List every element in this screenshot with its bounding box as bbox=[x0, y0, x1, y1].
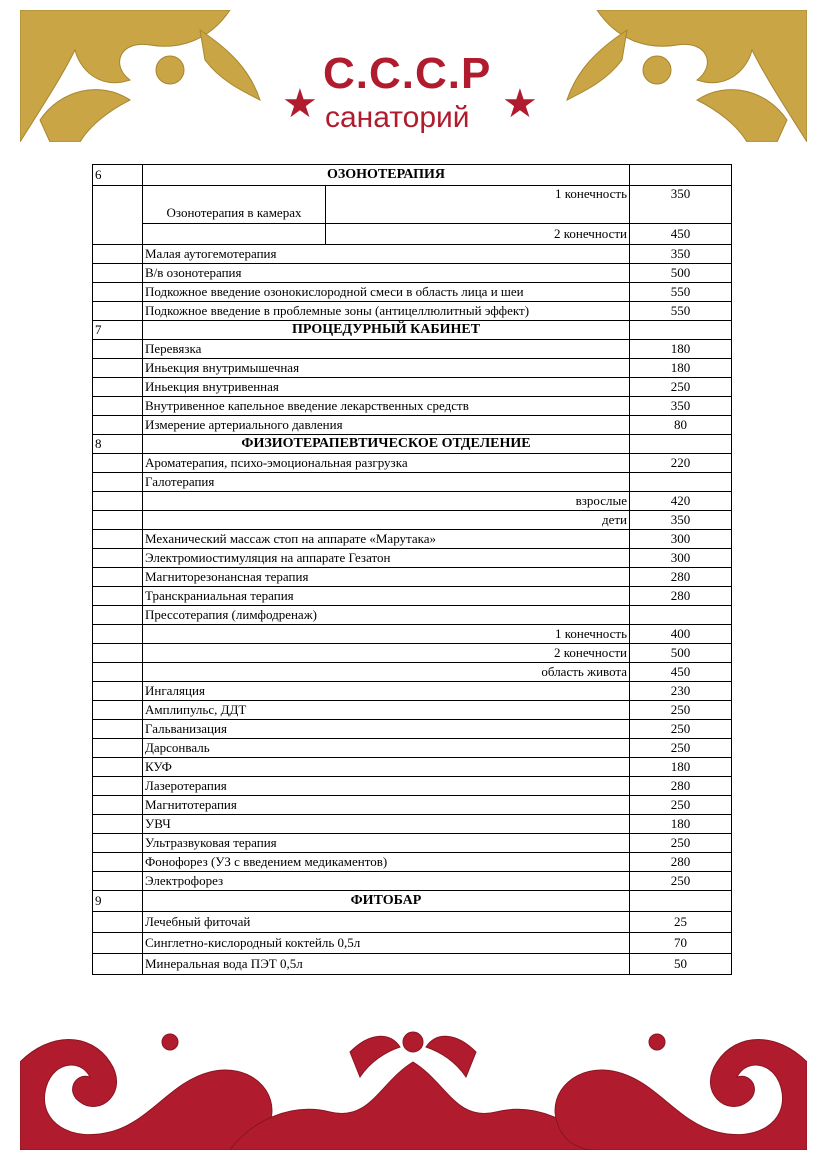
price: 450 bbox=[630, 224, 732, 245]
section-title: ОЗОНОТЕРАПИЯ bbox=[143, 165, 630, 186]
table-row bbox=[93, 682, 732, 701]
price: 230 bbox=[630, 682, 732, 701]
service-name: Измерение артериального давления bbox=[143, 416, 630, 435]
table-row bbox=[93, 245, 732, 264]
price: 70 bbox=[630, 933, 732, 954]
price: 250 bbox=[630, 701, 732, 720]
table-row bbox=[93, 511, 732, 530]
price: 25 bbox=[630, 912, 732, 933]
table-row bbox=[93, 834, 732, 853]
price: 250 bbox=[630, 834, 732, 853]
table-row bbox=[93, 720, 732, 739]
service-name: Лечебный фиточай bbox=[143, 912, 630, 933]
table-row bbox=[93, 872, 732, 891]
service-name: Электрофорез bbox=[143, 872, 630, 891]
table-row bbox=[93, 283, 732, 302]
service-name: Внутривенное капельное введение лекарственных средств bbox=[143, 397, 630, 416]
service-name: Подкожное введение озонокислородной смеси в область лица и шеи bbox=[143, 283, 630, 302]
price: 180 bbox=[630, 340, 732, 359]
service-name: Гальванизация bbox=[143, 720, 630, 739]
section-row bbox=[93, 891, 732, 912]
service-name: Ультразвуковая терапия bbox=[143, 834, 630, 853]
price: 420 bbox=[630, 492, 732, 511]
service-name: Магнитотерапия bbox=[143, 796, 630, 815]
section-row bbox=[93, 165, 732, 186]
table-row bbox=[93, 701, 732, 720]
service-name: Электромиостимуляция на аппарате Гезатон bbox=[143, 549, 630, 568]
variant-label: взрослые bbox=[143, 492, 630, 511]
price: 400 bbox=[630, 625, 732, 644]
table-row bbox=[93, 264, 732, 283]
section-row bbox=[93, 321, 732, 340]
service-name: Иньекция внутримышечная bbox=[143, 359, 630, 378]
service-name: Фонофорез (УЗ с введением медикаментов) bbox=[143, 853, 630, 872]
table-row bbox=[93, 625, 732, 644]
table-row bbox=[93, 758, 732, 777]
sanatorium-logo bbox=[0, 0, 827, 150]
table-row bbox=[93, 549, 732, 568]
price: 300 bbox=[630, 530, 732, 549]
service-name: Синглетно-кислородный коктейль 0,5л bbox=[143, 933, 630, 954]
variant-label: дети bbox=[143, 511, 630, 530]
price: 250 bbox=[630, 872, 732, 891]
service-name: Механический массаж стоп на аппарате «Марутака» bbox=[143, 530, 630, 549]
table-row bbox=[93, 853, 732, 872]
table-row bbox=[93, 663, 732, 682]
table-row bbox=[93, 492, 732, 511]
price: 180 bbox=[630, 815, 732, 834]
price: 250 bbox=[630, 796, 732, 815]
price: 350 bbox=[630, 511, 732, 530]
red-star-icon: ★ bbox=[282, 81, 318, 126]
red-star-icon: ★ bbox=[502, 81, 538, 126]
price: 300 bbox=[630, 549, 732, 568]
price: 500 bbox=[630, 644, 732, 663]
table-row bbox=[93, 397, 732, 416]
section-number: 9 bbox=[93, 891, 143, 912]
table-row bbox=[93, 568, 732, 587]
service-name: Перевязка bbox=[143, 340, 630, 359]
variant-label: 1 конечность bbox=[143, 625, 630, 644]
price: 500 bbox=[630, 264, 732, 283]
price: 180 bbox=[630, 758, 732, 777]
footer-red-ornament bbox=[20, 1022, 807, 1150]
price: 550 bbox=[630, 283, 732, 302]
variant-label: область живота bbox=[143, 663, 630, 682]
section-number: 7 bbox=[93, 321, 143, 340]
table-row bbox=[93, 796, 732, 815]
table-row bbox=[93, 359, 732, 378]
table-row bbox=[93, 644, 732, 663]
price: 280 bbox=[630, 587, 732, 606]
table-row bbox=[93, 454, 732, 473]
price: 250 bbox=[630, 378, 732, 397]
table-row bbox=[93, 416, 732, 435]
price: 250 bbox=[630, 720, 732, 739]
price: 280 bbox=[630, 777, 732, 796]
service-name: Лазеротерапия bbox=[143, 777, 630, 796]
price: 50 bbox=[630, 954, 732, 975]
table-row bbox=[93, 912, 732, 933]
service-name: УВЧ bbox=[143, 815, 630, 834]
service-name: Магниторезонансная терапия bbox=[143, 568, 630, 587]
price: 350 bbox=[630, 245, 732, 264]
variant-label: 2 конечности bbox=[326, 224, 630, 245]
service-name: Галотерапия bbox=[143, 473, 630, 492]
table-row bbox=[93, 224, 732, 245]
table-row bbox=[93, 606, 732, 625]
table-row bbox=[93, 186, 732, 224]
service-name: Ароматерапия, психо-эмоциональная разгрузка bbox=[143, 454, 630, 473]
price-table bbox=[92, 164, 732, 975]
table-row bbox=[93, 302, 732, 321]
service-name: Ингаляция bbox=[143, 682, 630, 701]
table-row bbox=[93, 815, 732, 834]
table-row bbox=[93, 777, 732, 796]
table-row bbox=[93, 587, 732, 606]
table-row bbox=[93, 340, 732, 359]
table-row bbox=[93, 954, 732, 975]
table-row bbox=[93, 530, 732, 549]
variant-label: 2 конечности bbox=[143, 644, 630, 663]
service-name: Озонотерапия в камерах bbox=[143, 186, 326, 224]
variant-label: 1 конечность bbox=[326, 186, 630, 224]
section-number: 8 bbox=[93, 435, 143, 454]
price: 280 bbox=[630, 853, 732, 872]
price: 280 bbox=[630, 568, 732, 587]
price: 350 bbox=[630, 186, 732, 224]
section-row bbox=[93, 435, 732, 454]
price: 180 bbox=[630, 359, 732, 378]
service-name: Прессотерапия (лимфодренаж) bbox=[143, 606, 630, 625]
price: 350 bbox=[630, 397, 732, 416]
service-name: КУФ bbox=[143, 758, 630, 777]
service-name: Транскраниальная терапия bbox=[143, 587, 630, 606]
section-title: ФИЗИОТЕРАПЕВТИЧЕСКОЕ ОТДЕЛЕНИЕ bbox=[143, 435, 630, 454]
price: 220 bbox=[630, 454, 732, 473]
service-name: Подкожное введение в проблемные зоны (антицеллюлитный эффект) bbox=[143, 302, 630, 321]
price: 250 bbox=[630, 739, 732, 758]
logo-subtitle: санаторий bbox=[325, 101, 470, 134]
price: 80 bbox=[630, 416, 732, 435]
section-number: 6 bbox=[93, 165, 143, 186]
service-name: Дарсонваль bbox=[143, 739, 630, 758]
service-name: В/в озонотерапия bbox=[143, 264, 630, 283]
service-name: Малая аутогемотерапия bbox=[143, 245, 630, 264]
price: 550 bbox=[630, 302, 732, 321]
service-name: Минеральная вода ПЭТ 0,5л bbox=[143, 954, 630, 975]
price: 450 bbox=[630, 663, 732, 682]
table-row bbox=[93, 933, 732, 954]
table-row bbox=[93, 473, 732, 492]
table-row bbox=[93, 739, 732, 758]
section-title: ФИТОБАР bbox=[143, 891, 630, 912]
logo-title: С.С.С.Р bbox=[323, 49, 492, 98]
section-title: ПРОЦЕДУРНЫЙ КАБИНЕТ bbox=[143, 321, 630, 340]
table-row bbox=[93, 378, 732, 397]
service-name: Амплипульс, ДДТ bbox=[143, 701, 630, 720]
service-name: Иньекция внутривенная bbox=[143, 378, 630, 397]
